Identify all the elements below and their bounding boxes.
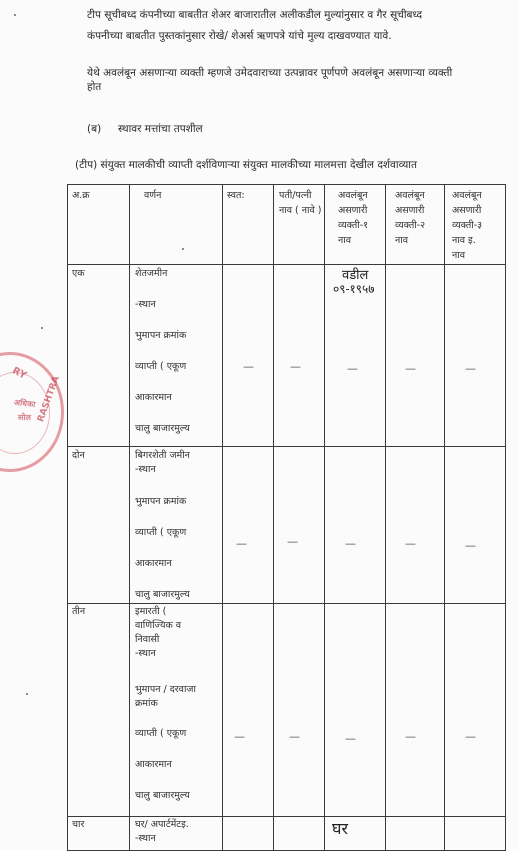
header-dependent-3: व्यक्ती-३ bbox=[452, 220, 483, 231]
row-1-self-dash: — bbox=[243, 360, 254, 373]
row-2-item: आकारमान bbox=[135, 558, 172, 569]
row-3-item: आकारमान bbox=[135, 759, 172, 770]
header-description: वर्णन bbox=[144, 190, 162, 201]
row-3-item: निवासी bbox=[135, 634, 160, 645]
joint-ownership-note: (टीप) संयुक्त मालकीची व्याप्ती दर्शविणाऱ्या संयुक्त मालकीच्या मालमत्ता देखील दर्शवाव्यात bbox=[75, 159, 417, 171]
row-2-item: भुमापन क्रमांक bbox=[135, 496, 187, 507]
section-title: स्थावर मत्तांचा तपशील bbox=[118, 123, 203, 135]
row-2-dependent-1-dash: — bbox=[345, 537, 356, 550]
header-self: स्वत: bbox=[227, 190, 245, 201]
row-2-item: चालु बाजारमुल्य bbox=[135, 589, 190, 600]
row-2-self-dash: — bbox=[236, 537, 247, 550]
row-3-item: व्याप्ती ( एकूण bbox=[135, 728, 187, 739]
margin-dot bbox=[41, 327, 43, 329]
header-dependent-2: व्यक्ती-२ bbox=[395, 220, 426, 231]
row-1-item: शेतजमीन bbox=[135, 268, 168, 279]
row-1-spouse-dash: — bbox=[290, 360, 301, 373]
row-2-item: व्याप्ती ( एकूण bbox=[135, 527, 187, 538]
row-1-dependent-3-dash: — bbox=[465, 362, 476, 375]
header-dependent-3: नाव bbox=[452, 250, 466, 261]
section-label: (ब) bbox=[87, 123, 102, 135]
row-3-spouse-dash: — bbox=[289, 730, 300, 743]
row-3-item: क्रमांक bbox=[135, 698, 158, 709]
row-1-handwritten-note: ०९-१९५७ bbox=[333, 282, 375, 296]
row-4-item: घर/ अपार्टमेंटइ. bbox=[135, 819, 189, 830]
row-3-item: भुमापन / दरवाजा bbox=[135, 684, 196, 695]
seal-text: अधिका bbox=[13, 397, 36, 410]
row-2-dependent-3-dash: — bbox=[465, 539, 476, 552]
margin-dot bbox=[26, 693, 28, 695]
header-dependent-3: अवलंबून bbox=[452, 190, 482, 201]
row-2-spouse-dash: — bbox=[287, 535, 298, 548]
row-3-dependent-1-dash: — bbox=[345, 732, 356, 745]
row-4-handwritten-house: घर bbox=[332, 819, 349, 838]
row-3-item: वाणिज्यिक व bbox=[135, 620, 182, 631]
header-dependent-3: असणारी bbox=[452, 205, 482, 216]
header-dependent-2: असणारी bbox=[395, 205, 425, 216]
header-dependent-1: असणारी bbox=[338, 205, 368, 216]
header-dependent-1: अवलंबून bbox=[338, 190, 368, 201]
row-1-item: व्याप्ती ( एकूण bbox=[135, 361, 187, 372]
header-dependent-3: नाव इ. bbox=[452, 235, 476, 246]
note-2-line-1: येथे अवलंबून असणाऱ्या व्यक्ती म्हणजे उमेदवाराच्या उत्पन्नावर पूर्णपणे अवलंबून असणाऱ्या व्यक्ती bbox=[87, 67, 453, 79]
row-3-item: इमारती ( bbox=[135, 606, 167, 617]
note-1-line-1: टीप सूचीबध्द कंपनीच्या बाबतीत शेअर बाजारातील अलीकडील मुल्यांनुसार व गैर सूचीबध्द bbox=[87, 9, 423, 21]
header-spouse-line-2: नाव ( नावे ) bbox=[279, 205, 322, 216]
row-4-serial: चार bbox=[72, 819, 85, 830]
note-2-line-2: होत bbox=[87, 81, 102, 93]
row-2-serial: दोन bbox=[72, 450, 85, 461]
header-dependent-1: व्यक्ती-१ bbox=[338, 220, 369, 231]
note-1-line-2: कंपनीच्या बाबतीत पुस्तकांनुसार रोखे/ शेअर्स ऋणपत्रे यांचे मुल्य दाखवण्यात यावे. bbox=[87, 30, 392, 42]
row-3-dependent-2-dash: — bbox=[405, 730, 416, 743]
header-spouse-line-1: पती/पत्नी bbox=[279, 190, 312, 201]
row-1-dependent-1-dash: — bbox=[347, 362, 358, 375]
row-3-serial: तीन bbox=[72, 606, 86, 617]
header-serial: अ.क्र bbox=[72, 190, 90, 201]
row-1-item: -स्थान bbox=[135, 299, 156, 310]
row-1-serial: एक bbox=[72, 268, 85, 279]
seal-text: सोल bbox=[18, 413, 31, 422]
header-dependent-2: नाव bbox=[395, 235, 409, 246]
row-4-item: -स्थान bbox=[135, 833, 156, 844]
row-2-item: -स्थान bbox=[135, 464, 156, 475]
row-1-item: भुमापन क्रमांक bbox=[135, 330, 187, 341]
margin-dot bbox=[182, 248, 184, 250]
row-2-dependent-2-dash: — bbox=[405, 537, 416, 550]
row-1-item: आकारमान bbox=[135, 392, 172, 403]
row-1-item: चालु बाजारमुल्य bbox=[135, 423, 190, 434]
seal-text: RASHTRA bbox=[36, 374, 62, 424]
row-1-dependent-2-dash: — bbox=[405, 362, 416, 375]
row-1-handwritten-relation: वडील bbox=[342, 268, 369, 283]
row-3-dependent-3-dash: — bbox=[465, 730, 476, 743]
seal-text: RY bbox=[10, 365, 29, 382]
row-2-item: बिगरशेती जमीन bbox=[135, 450, 190, 461]
row-3-self-dash: — bbox=[234, 730, 245, 743]
margin-dot bbox=[14, 14, 16, 16]
header-dependent-1: नाव bbox=[338, 235, 352, 246]
header-dependent-2: अवलंबून bbox=[395, 190, 425, 201]
row-3-item: -स्थान bbox=[135, 648, 156, 659]
row-3-item: चालु बाजारमुल्य bbox=[135, 790, 190, 801]
